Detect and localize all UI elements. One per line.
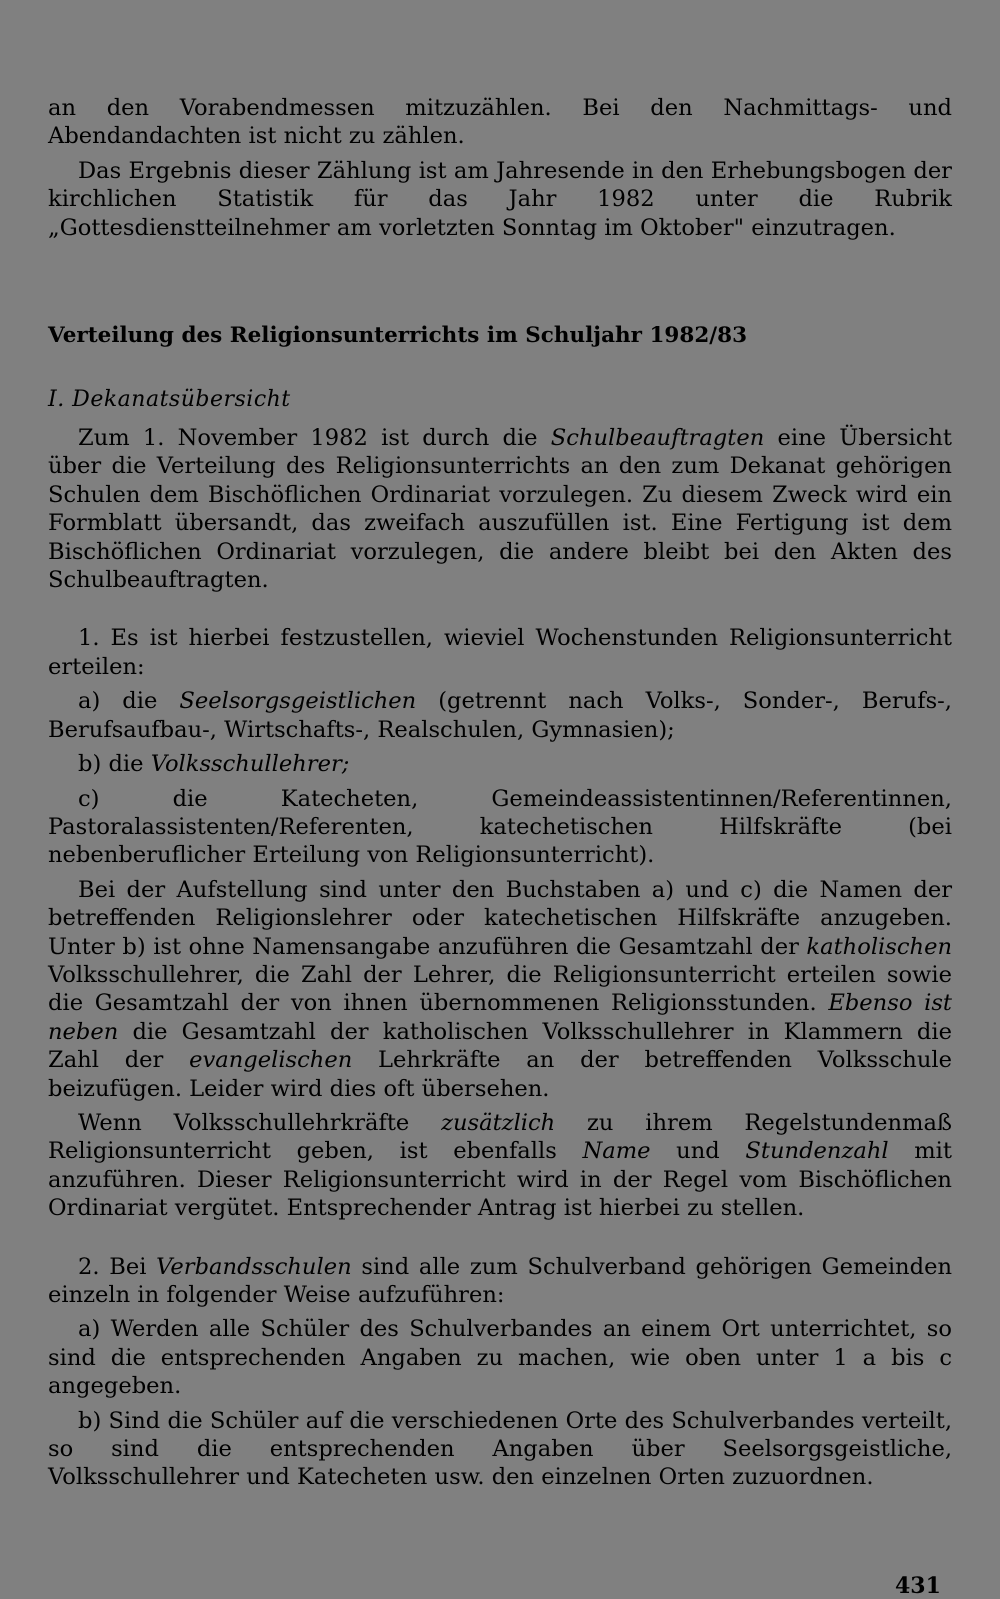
item-2a: a) Werden alle Schüler des Schulverbandes an einem Ort unterrichtet, so sind die entsprechenden Angaben zu machen, wie oben unter 1 a bis c angegeben. <box>48 1316 952 1400</box>
item-1c: c) die Katecheten, Gemeindeassistentinnen/Referentinnen, Pastoralassistenten/Referenten, katechetischen Hilfskräfte (bei nebenberuflicher Erteilung von Religionsunterricht). <box>48 785 952 869</box>
item-1b: b) die Volksschullehrer; <box>78 751 350 778</box>
subsection-title: I. Dekanatsübersicht <box>48 387 291 413</box>
paragraph-aufstellung: Bei der Aufstellung sind unter den Buchstaben a) und c) die Namen der betreffenden Religionslehrer oder katechetischen Hilfskräfte anzugeben. Unter b) ist ohne Namensangabe anzuführen die Gesamtzahl der katholischen Volksschullehrer, die Zahl der Lehrer, die Religionsunterricht erteilen sowie die Gesamtzahl der von ihnen übernommenen Religionsstunden. Ebenso ist neben die Gesamtzahl der katholischen Volksschullehrer in Klammern die Zahl der evangelischen Lehrkräfte an der betreffenden Volksschule beizufügen. Leider wird dies oft übersehen. <box>48 876 952 1102</box>
item-1a: a) die Seelsorgsgeistlichen (getrennt nach Volks-, Sonder-, Berufs-, Berufsaufbau-, Wirtschafts-, Realschulen, Gymnasien); <box>48 688 952 743</box>
intro-paragraph-2: Das Ergebnis dieser Zählung ist am Jahresende in den Erhebungsbogen der kirchlichen Statistik für das Jahr 1982 unter die Rubrik „Gottesdienstteilnehmer am vorletzten Sonntag im Oktober" einzutragen. <box>48 157 952 241</box>
paragraph-dekanat: Zum 1. November 1982 ist durch die Schulbeauftragten eine Übersicht über die Verteilung des Religionsunterrichts an den zum Dekanat gehörigen Schulen dem Bischöflichen Ordinariat vorzulegen. Zu diesem Zweck wird ein Formblatt übersandt, das zweifach auszufüllen ist. Eine Fertigung ist dem Bischöflichen Ordinariat vorzulegen, die andere bleibt bei den Akten des Schulbeauftragten. <box>48 425 952 594</box>
paragraph-volksschullehrkraefte: Wenn Volksschullehrkräfte zusätzlich zu ihrem Regelstundenmaß Religionsunterricht geben, ist ebenfalls Name und Stundenzahl mit anzuführen. Dieser Religionsunterricht wird in der Regel vom Bischöflichen Ordinariat vergütet. Entsprechender Antrag ist hierbei zu stellen. <box>48 1109 953 1222</box>
item-1: 1. Es ist hierbei festzustellen, wieviel Wochenstunden Religionsunterricht erteilen: <box>48 625 952 680</box>
item-2: 2. Bei Verbandsschulen sind alle zum Schulverband gehörigen Gemeinden einzeln in folgender Weise aufzuführen: <box>48 1253 952 1308</box>
intro-paragraph-1: an den Vorabendmessen mitzuzählen. Bei den Nachmittags- und Abendandachten ist nicht zu zählen. <box>48 95 952 150</box>
item-2b: b) Sind die Schüler auf die verschiedenen Orte des Schulverbandes verteilt, so sind die entsprechenden Angaben über Seelsorgsgeistliche, Volksschullehrer und Katecheten usw. den einzelnen Orten zuzuordnen. <box>48 1407 952 1491</box>
section-title: Verteilung des Religionsunterrichts im Schuljahr 1982/83 <box>48 323 748 349</box>
page-number: 431 <box>895 1573 941 1599</box>
